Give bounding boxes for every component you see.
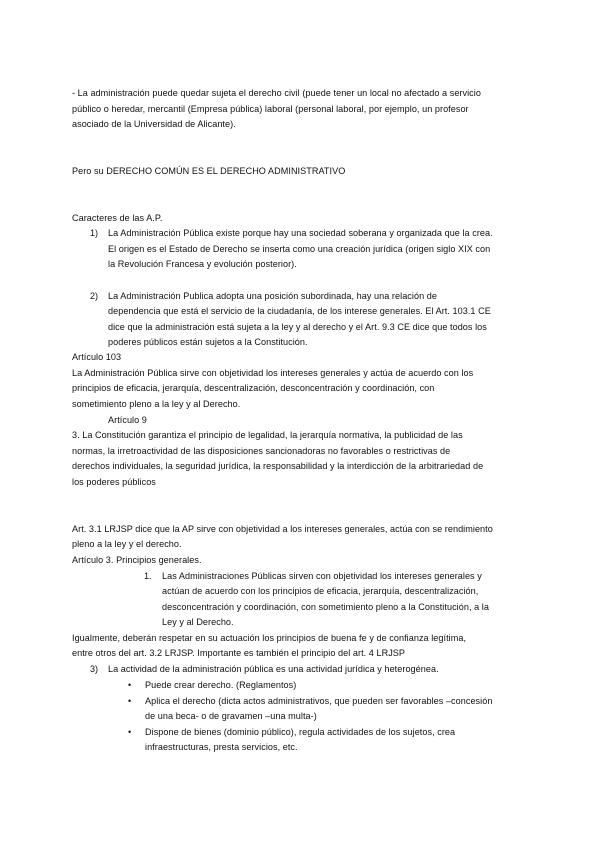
igualmente-line-2: entre otros del art. 3.2 LRJSP. Importante es también el principio del art. 4 LRJSP <box>72 648 406 658</box>
item-2-number: 2) <box>90 291 99 301</box>
item-2-line-3: dice que la administración está sujeta a la ley y al derecho y el Art. 9.3 CE dice que todos los <box>108 322 487 332</box>
intro-line-2: público o heredar, mercantil (Empresa pública) laboral (personal laboral, por ejemplo, un profesor <box>72 104 469 114</box>
article-3-item-line-3: desconcentración y coordinación, con sometimiento pleno a la Constitución, a la <box>162 602 489 612</box>
article-9-line-1: 3. La Constitución garantiza el principio de legalidad, la jerarquía normativa, la publicidad de las <box>72 430 463 440</box>
item-1-line-3: la Revolución Francesa y evolución posterior). <box>108 259 297 269</box>
item-3-text: La actividad de la administración pública es una actividad jurídica y heterogénea. <box>108 664 439 674</box>
intro-line-3: asociado de la Universidad de Alicante). <box>72 119 236 129</box>
item-3-number: 3) <box>90 664 99 674</box>
article-9-line-2: normas, la irretroactividad de las disposiciones sancionadoras no favorables o restrictivas de <box>72 446 451 456</box>
article-103-heading: Artículo 103 <box>72 352 122 362</box>
article-103-line-1: La Administración Pública sirve con objetividad los intereses generales y actúa de acuerdo con los <box>72 368 474 378</box>
article-3-item-line-4: Ley y al Derecho. <box>162 617 234 627</box>
common-law-statement: Pero su DERECHO COMÚN ES EL DERECHO ADMINISTRATIVO <box>72 166 346 176</box>
intro-line-1: - La administración puede quedar sujeta el derecho civil (puede tener un local no afectado a servicio <box>72 88 481 98</box>
item-1-line-1: La Administración Pública existe porque hay una sociedad soberana y organizada que la crea. <box>108 228 493 238</box>
characters-heading: Caracteres de las A.P. <box>72 213 163 223</box>
bullet-1-symbol: • <box>128 680 132 690</box>
bullet-2-line-2: de una beca- o de gravamen –una multa-) <box>145 711 317 721</box>
bullet-1-line-1: Puede crear derecho. (Reglamentos) <box>145 680 297 690</box>
item-2-line-1: La Administración Publica adopta una posición subordinada, hay una relación de <box>108 291 437 301</box>
article-3-item-line-2: actúan de acuerdo con los principios de eficacia, jerarquía, descentralización, <box>162 586 479 596</box>
article-9-heading: Artículo 9 <box>108 415 147 425</box>
article-9-line-4: los poderes públicos <box>72 477 156 487</box>
article-9-line-3: derechos individuales, la seguridad jurídica, la responsabilidad y la interdicción de la arbitrariedad de <box>72 461 484 471</box>
article-3-heading: Artículo 3. Principios generales. <box>72 555 202 565</box>
item-1-line-2: El origen es el Estado de Derecho se inserta como una creación jurídica (origen siglo XIX con <box>108 244 491 254</box>
item-1-number: 1) <box>90 228 99 238</box>
igualmente-line-1: Igualmente, deberán respetar en su actuación los principios de buena fe y de confianza legítima, <box>72 633 467 643</box>
item-2-line-2: dependencia que está el servicio de la ciudadanía, de los interese generales. El Art. 103.1 CE <box>108 306 491 316</box>
article-3-item-number: 1. <box>144 571 152 581</box>
article-103-line-3: sometimiento pleno a la ley y al Derecho. <box>72 399 241 409</box>
article-103-line-2: principios de eficacia, jerarquía, descentralización, desconcentración y coordinación, con <box>72 383 435 393</box>
item-2-line-4: poderes públicos están sujetos a la Constitución. <box>108 337 308 347</box>
art-3-1-line-2: pleno a la ley y el derecho. <box>72 539 182 549</box>
bullet-2-symbol: • <box>128 696 132 706</box>
bullet-2-line-1: Aplica el derecho (dicta actos administrativos, que pueden ser favorables –concesión <box>145 696 493 706</box>
bullet-3-symbol: • <box>128 727 132 737</box>
article-3-item-line-1: Las Administraciones Públicas sirven con objetividad los intereses generales y <box>162 571 482 581</box>
art-3-1-line-1: Art. 3.1 LRJSP dice que la AP sirve con objetividad a los intereses generales, actúa con se rendimiento <box>72 524 493 534</box>
bullet-3-line-2: infraestructuras, presta servicios, etc. <box>145 742 298 752</box>
bullet-3-line-1: Dispone de bienes (dominio público), regula actividades de los sujetos, crea <box>145 727 456 737</box>
